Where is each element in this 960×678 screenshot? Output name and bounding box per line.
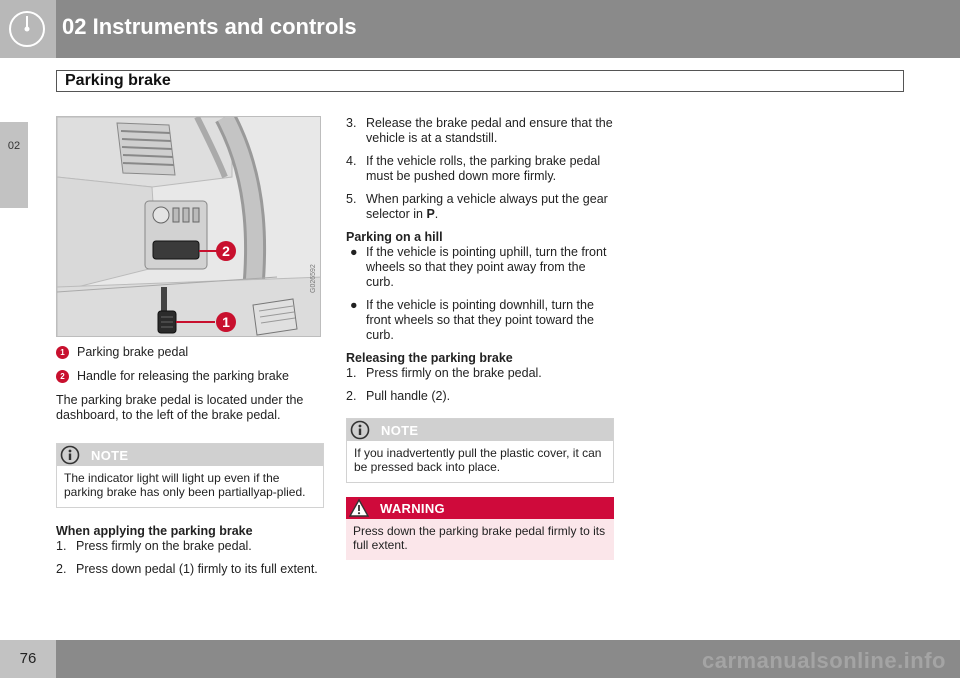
bullet-item <box>346 245 614 290</box>
bullet-dot: ● <box>350 298 358 312</box>
step-item <box>56 562 324 577</box>
callout-2-label: 2 <box>222 243 230 259</box>
step-number: 1. <box>56 539 67 553</box>
step-text <box>366 192 614 222</box>
figure-code: G026592 <box>310 264 317 293</box>
step-text: Press firmly on the brake pedal. <box>76 539 252 553</box>
right-column <box>346 116 614 560</box>
warning-triangle-icon <box>349 498 369 518</box>
chapter-side-tab <box>0 122 28 208</box>
legend-text: Parking brake pedal <box>77 345 189 359</box>
legend-number-badge: 2 <box>56 370 69 383</box>
intro-paragraph: The parking brake pedal is located under the dashboard, to the left of the brake pedal. <box>56 393 304 422</box>
step-item <box>56 539 324 554</box>
note-text: The indicator light will light up even if the parking brake has only been partiallyap-plied. <box>64 471 306 499</box>
step-item <box>346 116 614 146</box>
note-title: NOTE <box>91 447 129 463</box>
info-icon <box>60 445 80 465</box>
parking-brake-illustration <box>56 116 321 337</box>
step-number: 2. <box>56 562 67 576</box>
step-text-part: When parking a vehicle always put the gear selector in <box>366 192 608 221</box>
note-text: If you inadvertently pull the plastic cover, it can be pressed back into place. <box>354 446 602 474</box>
chapter-side-tab-label: 02 <box>7 140 21 152</box>
brake-pedal-drawing <box>253 299 297 335</box>
step-number: 4. <box>346 154 357 168</box>
step-number: 1. <box>346 366 357 380</box>
step-item <box>346 366 614 381</box>
header-icon-box <box>0 0 56 58</box>
gear-position-p: P <box>426 207 435 221</box>
step-item <box>346 154 614 184</box>
note-box <box>346 418 614 483</box>
watermark: carmanualsonline.info <box>702 648 946 673</box>
step-item <box>346 192 614 222</box>
footer-band <box>0 640 960 678</box>
warning-box <box>346 497 614 560</box>
step-text: Pull handle (2). <box>366 389 451 403</box>
step-text: Press down pedal (1) firmly to its full extent. <box>76 562 318 576</box>
dashboard-drawing <box>57 117 321 337</box>
left-column <box>56 345 324 585</box>
bullet-dot: ● <box>350 245 358 259</box>
legend-item <box>56 345 324 360</box>
warning-title: WARNING <box>380 500 445 516</box>
step-text: Release the brake pedal and ensure that the vehicle is at a standstill. <box>366 116 613 145</box>
section-title: Parking brake <box>65 72 171 89</box>
step-number: 2. <box>346 389 357 403</box>
legend-item <box>56 369 324 384</box>
footer-page-box <box>0 640 56 678</box>
note-box-header <box>57 444 323 466</box>
bullet-text: If the vehicle is pointing downhill, turn the front wheels so that they point toward the curb. <box>366 298 594 342</box>
air-vent-drawing <box>117 123 175 175</box>
page-number: 76 <box>19 650 37 667</box>
step-number: 3. <box>346 116 357 130</box>
release-handle-drawing <box>153 241 199 259</box>
hill-heading: Parking on a hill <box>346 230 443 244</box>
note-box <box>56 443 324 508</box>
info-icon <box>350 420 370 440</box>
callout-1-label: 1 <box>222 314 230 330</box>
note-box-header <box>347 419 613 441</box>
legend-number-badge: 1 <box>56 346 69 359</box>
section-title-bar <box>56 70 904 92</box>
warning-text: Press down the parking brake pedal firmly to its full extent. <box>346 519 614 560</box>
chapter-title: 02 Instruments and controls <box>62 14 357 39</box>
bullet-item <box>346 298 614 343</box>
applying-heading: When applying the parking brake <box>56 524 253 538</box>
legend-text: Handle for releasing the parking brake <box>77 369 289 383</box>
warning-box-header <box>346 497 614 519</box>
releasing-heading: Releasing the parking brake <box>346 351 513 365</box>
bullet-text: If the vehicle is pointing uphill, turn the front wheels so that they point away from the curb. <box>366 245 607 289</box>
step-text-part: . <box>434 207 439 221</box>
step-text: Press firmly on the brake pedal. <box>366 366 542 380</box>
step-number: 5. <box>346 192 357 206</box>
speedometer-gauge-icon <box>8 10 46 48</box>
step-text: If the vehicle rolls, the parking brake pedal must be pushed down more firmly. <box>366 154 601 183</box>
step-item <box>346 389 614 404</box>
note-title: NOTE <box>381 422 419 438</box>
